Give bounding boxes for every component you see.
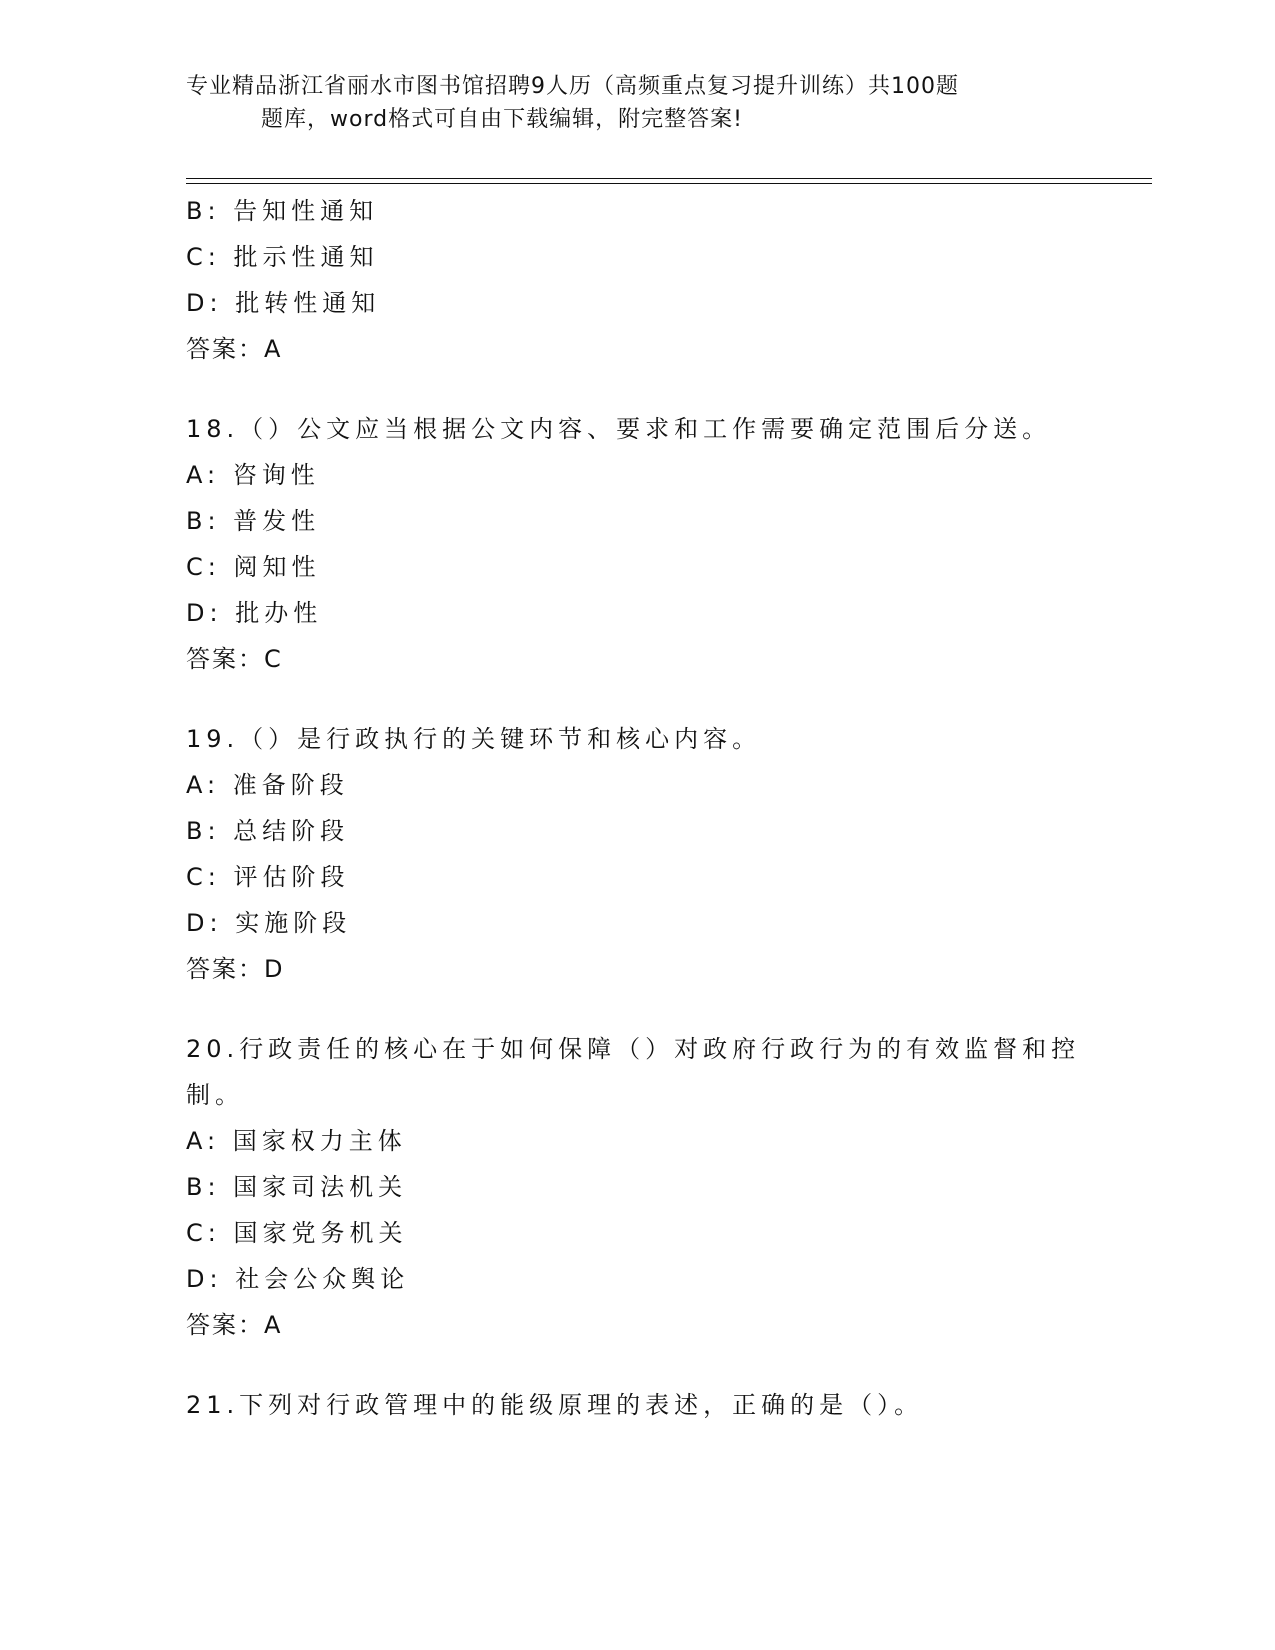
question-block-17 [186,188,1086,372]
option-d: D: 社会公众舆论 [186,1265,410,1293]
option-c: C: 评估阶段 [186,863,350,891]
option-d: D: 实施阶段 [186,909,352,937]
page-header [186,70,1046,136]
question-block-20 [186,1026,1086,1348]
option-c: C: 国家党务机关 [186,1219,408,1247]
answer-line: 答案：D [186,955,285,983]
option-d: D: 批办性 [186,599,323,627]
option-b: B: 普发性 [186,507,321,535]
answer-line: 答案：A [186,1311,283,1339]
question-block-19 [186,716,1086,992]
option-c: C: 阅知性 [186,553,321,581]
question-text: 21.下列对行政管理中的能级原理的表述，正确的是（）。 [186,1391,924,1419]
header-divider-top [186,178,1152,179]
option-c: C: 批示性通知 [186,243,379,271]
option-a: A: 国家权力主体 [186,1127,407,1155]
option-b: B: 总结阶段 [186,817,350,845]
question-text: 20.行政责任的核心在于如何保障（）对政府行政行为的有效监督和控制。 [186,1035,1081,1109]
question-text: 18.（）公文应当根据公文内容、要求和工作需要确定范围后分送。 [186,415,1052,443]
option-a: A: 准备阶段 [186,771,349,799]
question-list [186,188,1086,1428]
option-d: D: 批转性通知 [186,289,381,317]
question-block-21 [186,1382,1086,1428]
question-text: 19.（）是行政执行的关键环节和核心内容。 [186,725,762,753]
question-block-18 [186,406,1086,682]
option-a: A: 咨询性 [186,461,320,489]
answer-line: 答案：A [186,335,283,363]
header-divider-bottom [186,183,1152,184]
option-b: B: 告知性通知 [186,197,379,225]
header-title-line-2: 题库，word格式可自由下载编辑，附完整答案! [261,107,743,132]
answer-line: 答案：C [186,645,283,673]
header-title-line-1: 专业精品浙江省丽水市图书馆招聘9人历（高频重点复习提升训练）共100题 [186,74,959,99]
option-b: B: 国家司法机关 [186,1173,408,1201]
